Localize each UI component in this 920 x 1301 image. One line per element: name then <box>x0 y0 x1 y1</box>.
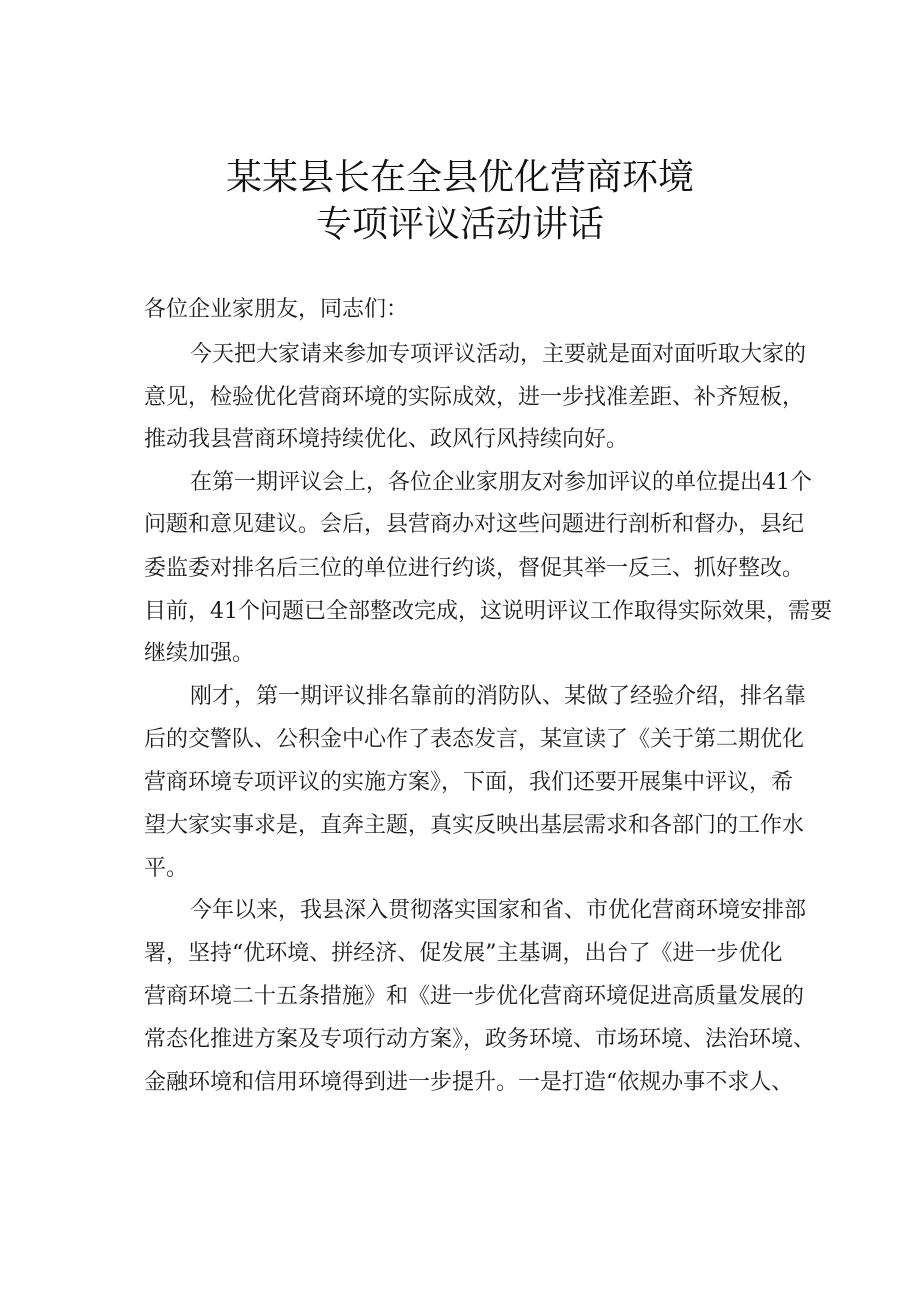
paragraph-line: 委监委对排名后三位的单位进行约谈，督促其举一反三、抓好整改。 <box>144 556 805 581</box>
paragraph-line: 继续加强。 <box>144 641 255 666</box>
paragraph-line: 平。 <box>144 856 189 881</box>
document-title-line-2: 专项评议活动讲话 <box>315 204 604 245</box>
paragraph-line: 目前，41个问题已全部整改完成，这说明评议工作取得实际效果，需要 <box>144 599 832 624</box>
document-title-line-1: 某某县长在全县优化营商环境 <box>225 157 694 198</box>
paragraph-line: 今天把大家请来参加专项评议活动，主要就是面对面听取大家的 <box>190 342 807 367</box>
paragraph-line: 常态化推进方案及专项行动方案》，政务环境、市场环境、法治环境、 <box>144 1027 816 1052</box>
paragraph-line: 问题和意见建议。会后，县营商办对这些问题进行剖析和督办，县纪 <box>144 512 805 537</box>
paragraph-line: 望大家实事求是，直奔主题，真实反映出基层需求和各部门的工作水 <box>144 813 805 838</box>
paragraph-line: 推动我县营商环境持续优化、政风行风持续向好。 <box>144 427 629 452</box>
paragraph-line: 营商环境专项评议的实施方案》，下面，我们还要开展集中评议，希 <box>144 770 794 795</box>
paragraph-line: 后的交警队、公积金中心作了表态发言，某宣读了《关于第二期优化 <box>144 727 805 752</box>
paragraph-line: 刚才，第一期评议排名靠前的消防队、某做了经验介绍，排名靠 <box>190 684 807 709</box>
paragraph-line: 署，坚持“优环境、拼经济、促发展”主基调，出台了《进一步优化 <box>144 941 783 966</box>
salutation: 各位企业家朋友，同志们： <box>144 297 409 322</box>
paragraph-line: 意见，检验优化营商环境的实际成效，进一步找准差距、补齐短板， <box>144 385 805 410</box>
paragraph-line: 营商环境二十五条措施》和《进一步优化营商环境促进高质量发展的 <box>144 984 805 1009</box>
paragraph-line: 今年以来，我县深入贯彻落实国家和省、市优化营商环境安排部 <box>190 898 807 923</box>
paragraph-line: 在第一期评议会上，各位企业家朋友对参加评议的单位提出41个 <box>190 470 812 495</box>
paragraph-line: 金融环境和信用环境得到进一步提升。一是打造“依规办事不求人、 <box>144 1070 794 1095</box>
